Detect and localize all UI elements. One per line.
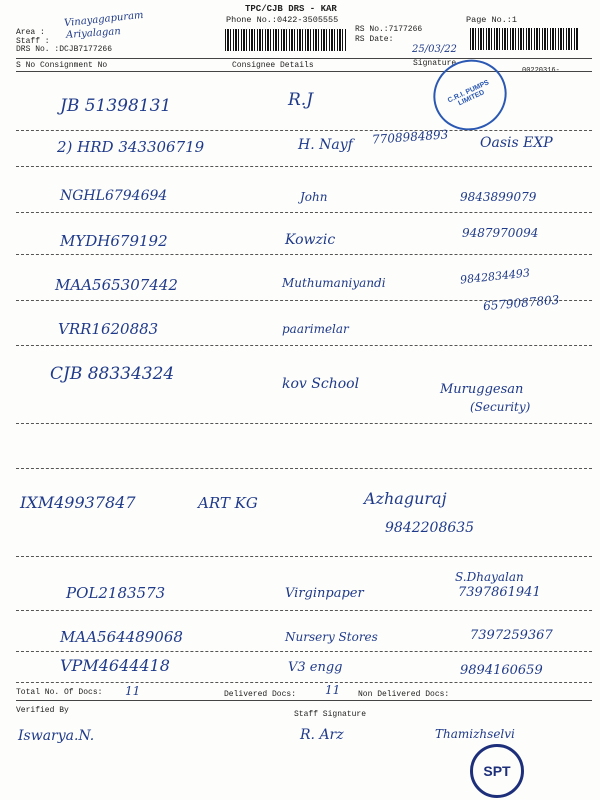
- area-label: Area :: [16, 28, 45, 37]
- area-handwritten: Vinayagapuram: [63, 9, 145, 30]
- row-7-name: kov School: [282, 376, 360, 392]
- row-9-consignment: POL2183573: [66, 584, 166, 602]
- row-4-consignment: MYDH679192: [60, 232, 168, 250]
- row-11-name: V3 engg: [288, 660, 343, 675]
- row-divider: [16, 423, 592, 424]
- row-4-phone: 9487970094: [462, 226, 539, 240]
- row-divider: [16, 610, 592, 611]
- row-2-phone: 7708984893: [371, 127, 449, 147]
- rs-number: RS No.:7177266: [355, 25, 423, 34]
- col-header-consignee: Consignee Details: [232, 61, 314, 70]
- row-divider: [16, 651, 592, 652]
- footer-rule: [16, 700, 592, 701]
- rs-date-handwritten: 25/03/22: [412, 44, 457, 55]
- spt-stamp-text: SPT: [483, 763, 511, 779]
- col-header-signature: Signature: [413, 59, 457, 68]
- row-6-consignment: VRR1620883: [58, 320, 159, 338]
- row-9-signature: S.Dhayalan: [455, 570, 524, 584]
- row-5-phone: 9842834493: [459, 266, 531, 287]
- row-divider: [16, 345, 592, 346]
- row-9-name: Virginpaper: [285, 586, 364, 601]
- staff-signature-handwritten: R. Arz: [300, 727, 344, 743]
- row-6-name: paarimelar: [282, 322, 349, 336]
- consignee-tamil-signature: Thamizhselvi: [435, 727, 515, 741]
- row-5-consignment: MAA565307442: [55, 276, 178, 294]
- row-divider: [16, 682, 592, 683]
- header-rule: [16, 58, 592, 59]
- row-8-name: ART KG: [198, 494, 258, 512]
- row-2-note: Oasis EXP: [480, 135, 553, 151]
- row-9-phone: 7397861941: [458, 585, 541, 600]
- row-divider: [16, 130, 592, 131]
- row-8-phone: 9842208635: [385, 520, 475, 536]
- row-7-consignment: CJB 88334324: [50, 364, 175, 384]
- row-divider: [16, 254, 592, 255]
- row-1-signature: R.J: [288, 90, 314, 110]
- drs-number: DRS No. :DCJB7177266: [16, 45, 113, 54]
- row-2-consignment: 2) HRD 343306719: [57, 138, 205, 156]
- company-round-stamp-text: C.R.I. PUMPS LIMITED: [446, 79, 491, 108]
- row-3-phone: 9843899079: [460, 190, 537, 204]
- col-header-sno: S No Consignment No: [16, 61, 108, 70]
- row-2-signature: H. Nayf: [298, 137, 353, 153]
- row-7-note: (Security): [470, 400, 531, 414]
- phone-number: Phone No.:0422-3505555: [226, 15, 339, 25]
- col-header-rule: [16, 71, 592, 72]
- delivered-docs-label: Delivered Docs:: [224, 690, 297, 699]
- verified-by-handwritten: Iswarya.N.: [18, 728, 95, 744]
- row-3-consignment: NGHL6794694: [60, 188, 168, 204]
- row-11-consignment: VPM4644418: [60, 656, 170, 675]
- row-10-consignment: MAA564489068: [60, 628, 183, 646]
- non-delivered-docs-label: Non Delivered Docs:: [358, 690, 450, 699]
- drs-title: TPC/CJB DRS - KAR: [245, 4, 337, 14]
- verified-by-label: Verified By: [16, 706, 69, 715]
- row-divider: [16, 166, 592, 167]
- total-docs-label: Total No. Of Docs:: [16, 688, 103, 697]
- page-number: Page No.:1: [466, 15, 518, 25]
- row-6-phone: 6579087803: [482, 292, 560, 314]
- staff-handwritten: Ariyalagan: [65, 26, 122, 41]
- row-8-consignment: IXM49937847: [20, 493, 136, 512]
- staff-signature-label: Staff Signature: [294, 710, 367, 719]
- row-3-name: John: [300, 190, 328, 204]
- delivered-docs-handwritten: 11: [325, 683, 341, 697]
- row-divider: [16, 212, 592, 213]
- row-10-phone: 7397259367: [470, 628, 553, 643]
- row-8-signature: Azhaguraj: [364, 489, 447, 508]
- total-docs-handwritten: 11: [125, 684, 141, 698]
- row-7-signature: Muruggesan: [440, 382, 524, 397]
- row-10-name: Nursery Stores: [285, 630, 378, 644]
- barcode-header: [225, 29, 347, 51]
- row-divider: [16, 556, 592, 557]
- row-11-phone: 9894160659: [460, 663, 543, 678]
- row-5-name: Muthumaniyandi: [282, 276, 386, 290]
- col-header-code: 00220316-: [522, 67, 560, 75]
- row-1-consignment: JB 51398131: [60, 96, 172, 116]
- row-divider: [16, 468, 592, 469]
- row-4-name: Kowzic: [285, 232, 336, 248]
- rs-date-label: RS Date:: [355, 35, 394, 44]
- spt-stamp: [470, 744, 524, 798]
- staff-label: Staff :: [16, 37, 50, 46]
- barcode-header-right: [470, 28, 578, 50]
